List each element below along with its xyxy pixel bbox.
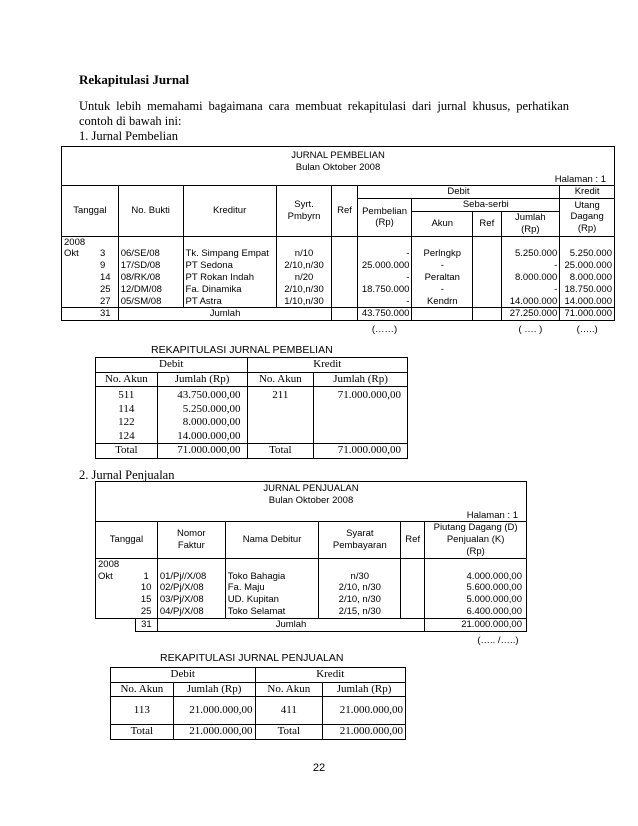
jp-total-blank xyxy=(62,308,98,321)
js-title-row xyxy=(96,482,527,507)
list-item: 02/Pj/X/08 xyxy=(159,582,204,594)
rekap-pembelian-table xyxy=(95,357,408,459)
jp-h-kreditur: Kreditur xyxy=(183,186,276,236)
js-total-blank xyxy=(96,618,136,631)
js-total-label: Jumlah xyxy=(157,618,424,631)
rp-kredit: Kredit xyxy=(247,358,407,373)
list-item: Peraltan xyxy=(424,271,460,283)
list-item: - xyxy=(440,260,444,272)
rp-h-noakun2: No. Akun xyxy=(247,372,314,387)
js-faktur-col xyxy=(157,558,225,618)
jp-syrt-col xyxy=(276,236,332,308)
rp-jumlah-debit: 43.750.000,00 5.250.000,00 8.000.000,00 14.000.000,00 xyxy=(157,387,247,444)
jp-title xyxy=(62,147,615,174)
jp-posting-row xyxy=(62,321,615,336)
rp-debit: Debit xyxy=(96,358,248,373)
list-item: Kendrn xyxy=(426,295,458,307)
js-halaman: Halaman : 1 xyxy=(96,507,527,522)
js-h-ref: Ref xyxy=(401,522,425,558)
list-item: 5.600.000,00 xyxy=(466,582,522,594)
rp-total-row xyxy=(96,444,408,459)
jp-subtitle-text: Bulan Oktober 2008 xyxy=(295,161,381,173)
rp-total2: Total xyxy=(247,444,314,459)
js-posting-row xyxy=(96,631,527,646)
list-item: 25 xyxy=(140,605,152,617)
list-item: 03/Pj/X/08 xyxy=(159,594,204,606)
rj-jumlah-kredit: 21.000.000,00 xyxy=(323,697,406,725)
jp-total-row xyxy=(62,308,615,321)
list-item: 14.000.000 xyxy=(564,295,612,307)
rp-jumlah-kredit: 71.000.000,00 xyxy=(314,387,408,444)
jp-h-akun: Akun xyxy=(412,211,473,236)
list-item: 5.250.000 xyxy=(514,248,558,260)
list-item: - xyxy=(406,271,410,283)
list-item: Toko Selamat xyxy=(227,605,286,617)
list-item: 27 xyxy=(99,295,111,307)
list-item: Toko Bahagia xyxy=(227,570,286,582)
js-jumlah-col xyxy=(425,558,527,618)
list-item: 4.000.000,00 xyxy=(466,570,522,582)
list-item: - xyxy=(406,295,410,307)
list-item: n/10 xyxy=(294,248,314,260)
rp-group-row xyxy=(96,358,408,373)
js-post: (….. /…..) xyxy=(477,634,519,646)
list-item: 9 xyxy=(99,260,106,272)
list-item: 5.250.000 xyxy=(569,248,612,260)
js-total-tgl: 31 xyxy=(135,618,157,631)
list-item: 08/RK/08 xyxy=(120,271,161,283)
js-subtitle-text: Bulan Oktober 2008 xyxy=(268,494,354,506)
rj-h-noakun2: No. Akun xyxy=(255,682,323,697)
rp-h-jumlah2: Jumlah (Rp) xyxy=(314,372,408,387)
jp-akun-col xyxy=(412,236,473,308)
list-item: 01/Pj//X/08 xyxy=(159,570,207,582)
jurnal-pembelian-table xyxy=(61,146,615,336)
rj-total-row xyxy=(111,725,406,740)
list-item: - xyxy=(440,283,444,295)
list-item: 5.000.000,00 xyxy=(466,594,522,606)
jp-ref2-col xyxy=(473,236,501,308)
jp-posting-blank-2 xyxy=(412,321,501,336)
list-item: 2/15, n/30 xyxy=(338,605,381,617)
rj-header-row xyxy=(111,682,406,697)
js-h-debitur: Nama Debitur xyxy=(225,522,319,558)
jp-title-row xyxy=(62,147,615,174)
jp-date-cell xyxy=(62,236,98,308)
list-item: 15 xyxy=(140,594,152,606)
jp-total-tgl: 31 xyxy=(98,308,118,321)
jp-pembelian-col xyxy=(357,236,412,308)
rj-jumlah-debit: 21.000.000,00 xyxy=(173,697,255,725)
rj-total-debit: 21.000.000,00 xyxy=(173,725,255,740)
list-item: n/20 xyxy=(294,271,314,283)
jp-total-akun xyxy=(412,308,473,321)
jp-h-kredit: Kredit xyxy=(560,186,615,199)
rj-debit: Debit xyxy=(111,668,256,683)
js-h-syarat: Syarat Pembayaran xyxy=(319,522,401,558)
list-item: 25 xyxy=(99,283,111,295)
jp-body-row xyxy=(62,236,615,308)
list-item: 12/DM/08 xyxy=(120,283,162,295)
js-header-row xyxy=(96,522,527,558)
list-item: 05/SM/08 xyxy=(120,295,162,307)
list-item: 04/Pj/X/08 xyxy=(159,605,204,617)
js-body-row xyxy=(96,558,527,618)
rj-akun-debit: 113 xyxy=(111,697,174,725)
rp-h-noakun: No. Akun xyxy=(96,372,158,387)
jp-header-row-1 xyxy=(62,186,615,199)
jp-total-label: Jumlah xyxy=(118,308,332,321)
js-total-row xyxy=(96,618,527,631)
list-item: Fa. Dinamika xyxy=(185,283,242,295)
jp-h-seba: Seba-serbi xyxy=(412,199,560,212)
jp-total-utang: 71.000.000 xyxy=(560,308,615,321)
js-total-jumlah: 21.000.000,00 xyxy=(425,618,527,631)
list-item: 6.400.000,00 xyxy=(466,605,522,617)
rj-total2: Total xyxy=(255,725,323,740)
rp-total-debit: 71.000.000,00 xyxy=(157,444,247,459)
js-date-cell xyxy=(96,558,136,618)
list-item: 2/10,n/30 xyxy=(284,260,324,272)
list-item: 1/10,n/30 xyxy=(284,295,324,307)
rj-h-jumlah2: Jumlah (Rp) xyxy=(323,682,406,697)
rj-group-row xyxy=(111,668,406,683)
list-item: 25.000.000 xyxy=(564,260,612,272)
list-item: 1 xyxy=(143,570,149,582)
page-number: 22 xyxy=(312,762,326,774)
jp-tgl-col xyxy=(98,236,118,308)
list-item: UD. Kupitan xyxy=(227,594,279,606)
list-item: 06/SE/08 xyxy=(120,248,160,260)
rp-total-kredit: 71.000.000,00 xyxy=(314,444,408,459)
jp-month: Okt xyxy=(64,248,79,260)
jp-post-jumlah: ( …. ) xyxy=(518,324,543,336)
rj-title: REKAPITULASI JURNAL PENJUALAN xyxy=(160,652,344,664)
js-tgl-col xyxy=(135,558,157,618)
js-title xyxy=(96,482,527,507)
section-1-label: 1. Jurnal Pembelian xyxy=(79,129,178,143)
jp-total-ref xyxy=(332,308,357,321)
list-item: 8.000.000 xyxy=(514,271,558,283)
rp-title: REKAPITULASI JURNAL PEMBELIAN xyxy=(151,344,333,356)
js-h-piutang: Piutang Dagang (D) Penjualan (K) (Rp) xyxy=(425,522,527,558)
js-year: 2008 xyxy=(98,558,120,570)
list-item: - xyxy=(406,248,410,260)
list-item: 14.000.000 xyxy=(509,295,558,307)
rj-h-jumlah: Jumlah (Rp) xyxy=(173,682,255,697)
js-posting-blank xyxy=(96,631,425,646)
list-item: 2/10, n/30 xyxy=(338,594,381,606)
js-h-nomor: Nomor Faktur xyxy=(157,522,225,558)
list-item: PT Sedona xyxy=(185,260,233,272)
list-item: 2/10,n/30 xyxy=(284,283,324,295)
list-item: 3 xyxy=(99,248,106,260)
js-month: Okt xyxy=(98,570,113,582)
jp-halaman-row xyxy=(62,174,615,186)
jp-h-utang: Utang Dagang (Rp) xyxy=(560,199,615,236)
rj-h-noakun: No. Akun xyxy=(111,682,174,697)
js-h-tanggal: Tanggal xyxy=(96,522,158,558)
rp-h-jumlah: Jumlah (Rp) xyxy=(157,372,247,387)
jp-ref-col xyxy=(332,236,357,308)
jp-h-nobukti: No. Bukti xyxy=(118,186,183,236)
rp-header-row xyxy=(96,372,408,387)
list-item: - xyxy=(554,260,558,272)
rj-total: Total xyxy=(111,725,174,740)
jp-jumlah-col xyxy=(501,236,560,308)
list-item: 17/SD/08 xyxy=(120,260,161,272)
jp-h-ref2: Ref xyxy=(473,211,501,236)
js-ref-col xyxy=(401,558,425,618)
jp-total-jumlah: 27.250.000 xyxy=(501,308,560,321)
jp-year: 2008 xyxy=(64,236,86,248)
list-item: 18.750.000 xyxy=(564,283,612,295)
list-item: 8.000.000 xyxy=(569,271,612,283)
jp-h-tanggal: Tanggal xyxy=(62,186,119,236)
jp-h-pembelian: Pembelian (Rp) xyxy=(357,199,412,236)
jp-total-pembelian: 43.750.000 xyxy=(357,308,412,321)
jp-h-ref: Ref xyxy=(332,186,357,236)
list-item: 2/10, n/30 xyxy=(338,582,381,594)
rp-akun-kredit: 211 xyxy=(247,387,314,444)
rj-akun-kredit: 411 xyxy=(255,697,323,725)
list-item: 18.750.000 xyxy=(361,283,410,295)
rp-total: Total xyxy=(96,444,158,459)
jp-h-debit: Debit xyxy=(357,186,560,199)
list-item: Fa. Maju xyxy=(227,582,265,594)
rp-akun-debit: 511 114 122 124 xyxy=(96,387,158,444)
jp-kreditur-col xyxy=(183,236,276,308)
jp-bukti-col xyxy=(118,236,183,308)
table-row xyxy=(111,697,406,725)
jp-total-ref2 xyxy=(473,308,501,321)
jp-posting-blank xyxy=(62,321,358,336)
intro-paragraph: Untuk lebih memahami bagaimana cara membuat rekapitulasi dari jurnal khusus, perhatikan contoh di bawah ini: xyxy=(79,99,569,128)
page-heading: Rekapitulasi Jurnal xyxy=(79,72,190,87)
list-item: PT Astra xyxy=(185,295,222,307)
jp-utang-col xyxy=(560,236,615,308)
table-row xyxy=(96,387,408,444)
jp-title-text: JURNAL PEMBELIAN xyxy=(291,150,385,161)
jp-post-utang: (…..) xyxy=(576,324,598,336)
js-debitur-col xyxy=(225,558,319,618)
list-item: PT Rokan Indah xyxy=(185,271,254,283)
list-item: 14 xyxy=(99,271,111,283)
jurnal-penjualan-table xyxy=(95,481,527,646)
list-item: n/30 xyxy=(350,570,370,582)
js-title-text: JURNAL PENJUALAN xyxy=(263,483,359,494)
js-halaman-row xyxy=(96,507,527,522)
list-item: 10 xyxy=(140,582,152,594)
jp-h-syrt: Syrt. Pmbyrn xyxy=(276,186,332,236)
rekap-penjualan-table xyxy=(110,667,406,740)
jp-h-jumlah: Jumlah (Rp) xyxy=(501,211,560,236)
jp-halaman: Halaman : 1 xyxy=(62,174,615,186)
list-item: - xyxy=(554,283,558,295)
js-syarat-col xyxy=(319,558,401,618)
rj-kredit: Kredit xyxy=(255,668,405,683)
jp-post-pembelian: (……) xyxy=(371,324,398,336)
list-item: Tk. Simpang Empat xyxy=(185,248,269,260)
section-2-label: 2. Jurnal Penjualan xyxy=(79,468,175,482)
list-item: Perlngkp xyxy=(423,248,462,260)
list-item: 25.000.000 xyxy=(361,260,410,272)
rj-total-kredit: 21.000.000,00 xyxy=(323,725,406,740)
